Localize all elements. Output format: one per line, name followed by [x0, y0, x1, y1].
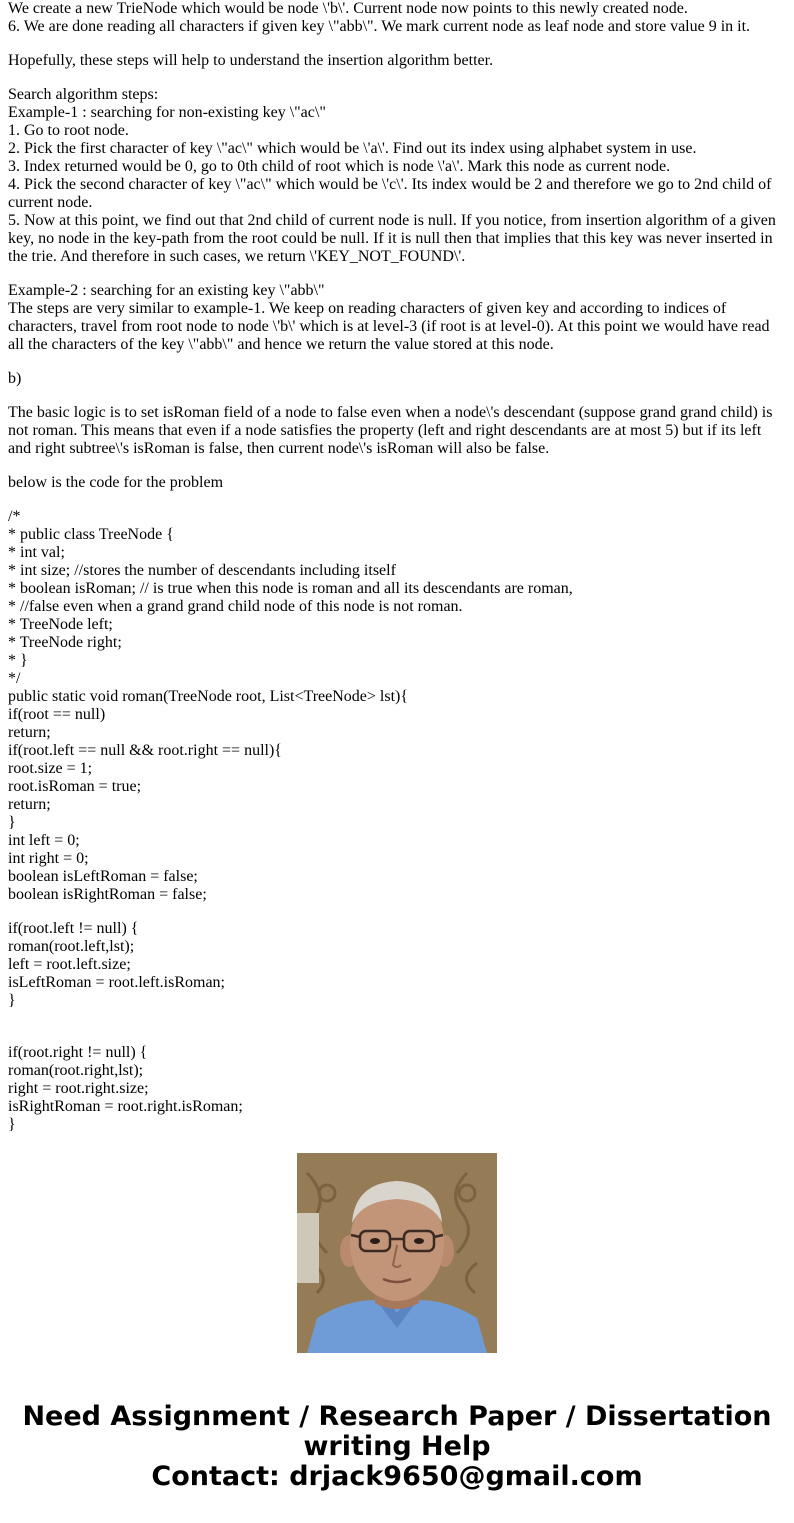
text-line: Example-2 : searching for an existing key \"abb\" — [8, 282, 325, 299]
code-line: int right = 0; — [8, 850, 89, 867]
code-line: roman(root.right,lst); — [8, 1062, 144, 1079]
text-line: Search algorithm steps: — [8, 86, 159, 103]
code-line: if(root.right != null) { — [8, 1044, 148, 1061]
code-line: root.size = 1; — [8, 760, 93, 777]
code-line: boolean isRightRoman = false; — [8, 886, 207, 903]
text-line: The steps are very similar to example-1. We keep on reading characters of given key and according to indices of characters, travel from root node to node \'b\' which is at level-3 (if root is at level-0). At this point we would have read all the characters of the key \"abb\" and hence we return the value stored at this node. — [8, 300, 770, 353]
text-line: We create a new TrieNode which would be node \'b\'. Current node now points to this newly created node. — [8, 0, 688, 17]
code-line: public static void roman(TreeNode root, List<TreeNode> lst){ — [8, 688, 409, 705]
example-2-section — [8, 282, 784, 354]
text-line: 1. Go to root node. — [8, 122, 129, 139]
text-line: 6. We are done reading all characters if given key \"abb\". We mark current node as leaf node and store value 9 in it. — [8, 18, 751, 35]
code-line: } — [8, 814, 16, 831]
code-line: int left = 0; — [8, 832, 80, 849]
code-line: * public class TreeNode { — [8, 526, 174, 543]
code-block-header — [8, 508, 784, 904]
code-line: * int size; //stores the number of descendants including itself — [8, 562, 396, 579]
search-algorithm-section — [8, 86, 784, 266]
promo-line: writing Help — [303, 1431, 491, 1462]
text-line: The basic logic is to set isRoman field of a node to false even when a node\'s descendant (suppose grand grand child) is not roman. This means that even if a node satisfies the property (left and right descendants are at most 5) but if its left and right subtree\'s isRoman is false, then current node\'s isRoman will also be false. — [8, 404, 773, 457]
text-line: Example-1 : searching for non-existing key \"ac\" — [8, 104, 326, 121]
code-line: root.isRoman = true; — [8, 778, 142, 795]
code-block-right — [8, 1044, 784, 1134]
code-line: * TreeNode right; — [8, 634, 122, 651]
code-line: right = root.right.size; — [8, 1080, 149, 1097]
insertion-steps-tail — [8, 0, 784, 36]
promo-line: Need Assignment / Research Paper / Dissertation — [22, 1401, 772, 1432]
hopefully-paragraph — [8, 52, 784, 70]
code-line: roman(root.left,lst); — [8, 938, 135, 955]
code-line: * //false even when a grand grand child node of this node is not roman. — [8, 598, 463, 615]
code-intro — [8, 474, 784, 492]
code-line: return; — [8, 724, 51, 741]
code-line: * } — [8, 652, 28, 669]
help-promo-banner — [0, 1402, 794, 1492]
code-block-left — [8, 920, 784, 1010]
code-line: return; — [8, 796, 51, 813]
code-line: */ — [8, 670, 21, 687]
code-line: } — [8, 1116, 16, 1133]
basic-logic-paragraph — [8, 404, 784, 458]
text-line: 2. Pick the first character of key \"ac\" which would be \'a\'. Find out its index using alphabet system in use. — [8, 140, 697, 157]
code-line: /* — [8, 508, 21, 525]
code-line: if(root.left != null) { — [8, 920, 139, 937]
code-line: * int val; — [8, 544, 65, 561]
part-b-heading — [8, 370, 784, 388]
avatar — [297, 1153, 497, 1353]
text-line: below is the code for the problem — [8, 474, 224, 491]
avatar-portrait-icon — [297, 1153, 497, 1353]
code-line: if(root == null) — [8, 706, 106, 723]
text-line: 4. Pick the second character of key \"ac\" which would be \'c\'. Its index would be 2 and therefore we go to 2nd child of current node. — [8, 176, 772, 211]
text-line: Hopefully, these steps will help to understand the insertion algorithm better. — [8, 52, 494, 69]
text-line: b) — [8, 370, 22, 387]
document-text — [8, 0, 784, 1133]
text-line: 5. Now at this point, we find out that 2nd child of current node is null. If you notice, from insertion algorithm of a given key, no node in the key-path from the root could be null. If it is null then that implies that this key was never inserted in the trie. And therefore in such cases, we return \'KEY_NOT_FOUND\'. — [8, 212, 776, 265]
code-line: isLeftRoman = root.left.isRoman; — [8, 974, 225, 991]
text-line: 3. Index returned would be 0, go to 0th child of root which is node \'a\'. Mark this node as current node. — [8, 158, 671, 175]
promo-contact-line: Contact: drjack9650@gmail.com — [151, 1461, 643, 1492]
code-line: if(root.left == null && root.right == null){ — [8, 742, 282, 759]
code-line: isRightRoman = root.right.isRoman; — [8, 1098, 243, 1115]
code-line: * TreeNode left; — [8, 616, 113, 633]
code-line: left = root.left.size; — [8, 956, 131, 973]
code-line: } — [8, 992, 16, 1009]
code-line: * boolean isRoman; // is true when this node is roman and all its descendants are roman, — [8, 580, 573, 597]
code-line: boolean isLeftRoman = false; — [8, 868, 198, 885]
